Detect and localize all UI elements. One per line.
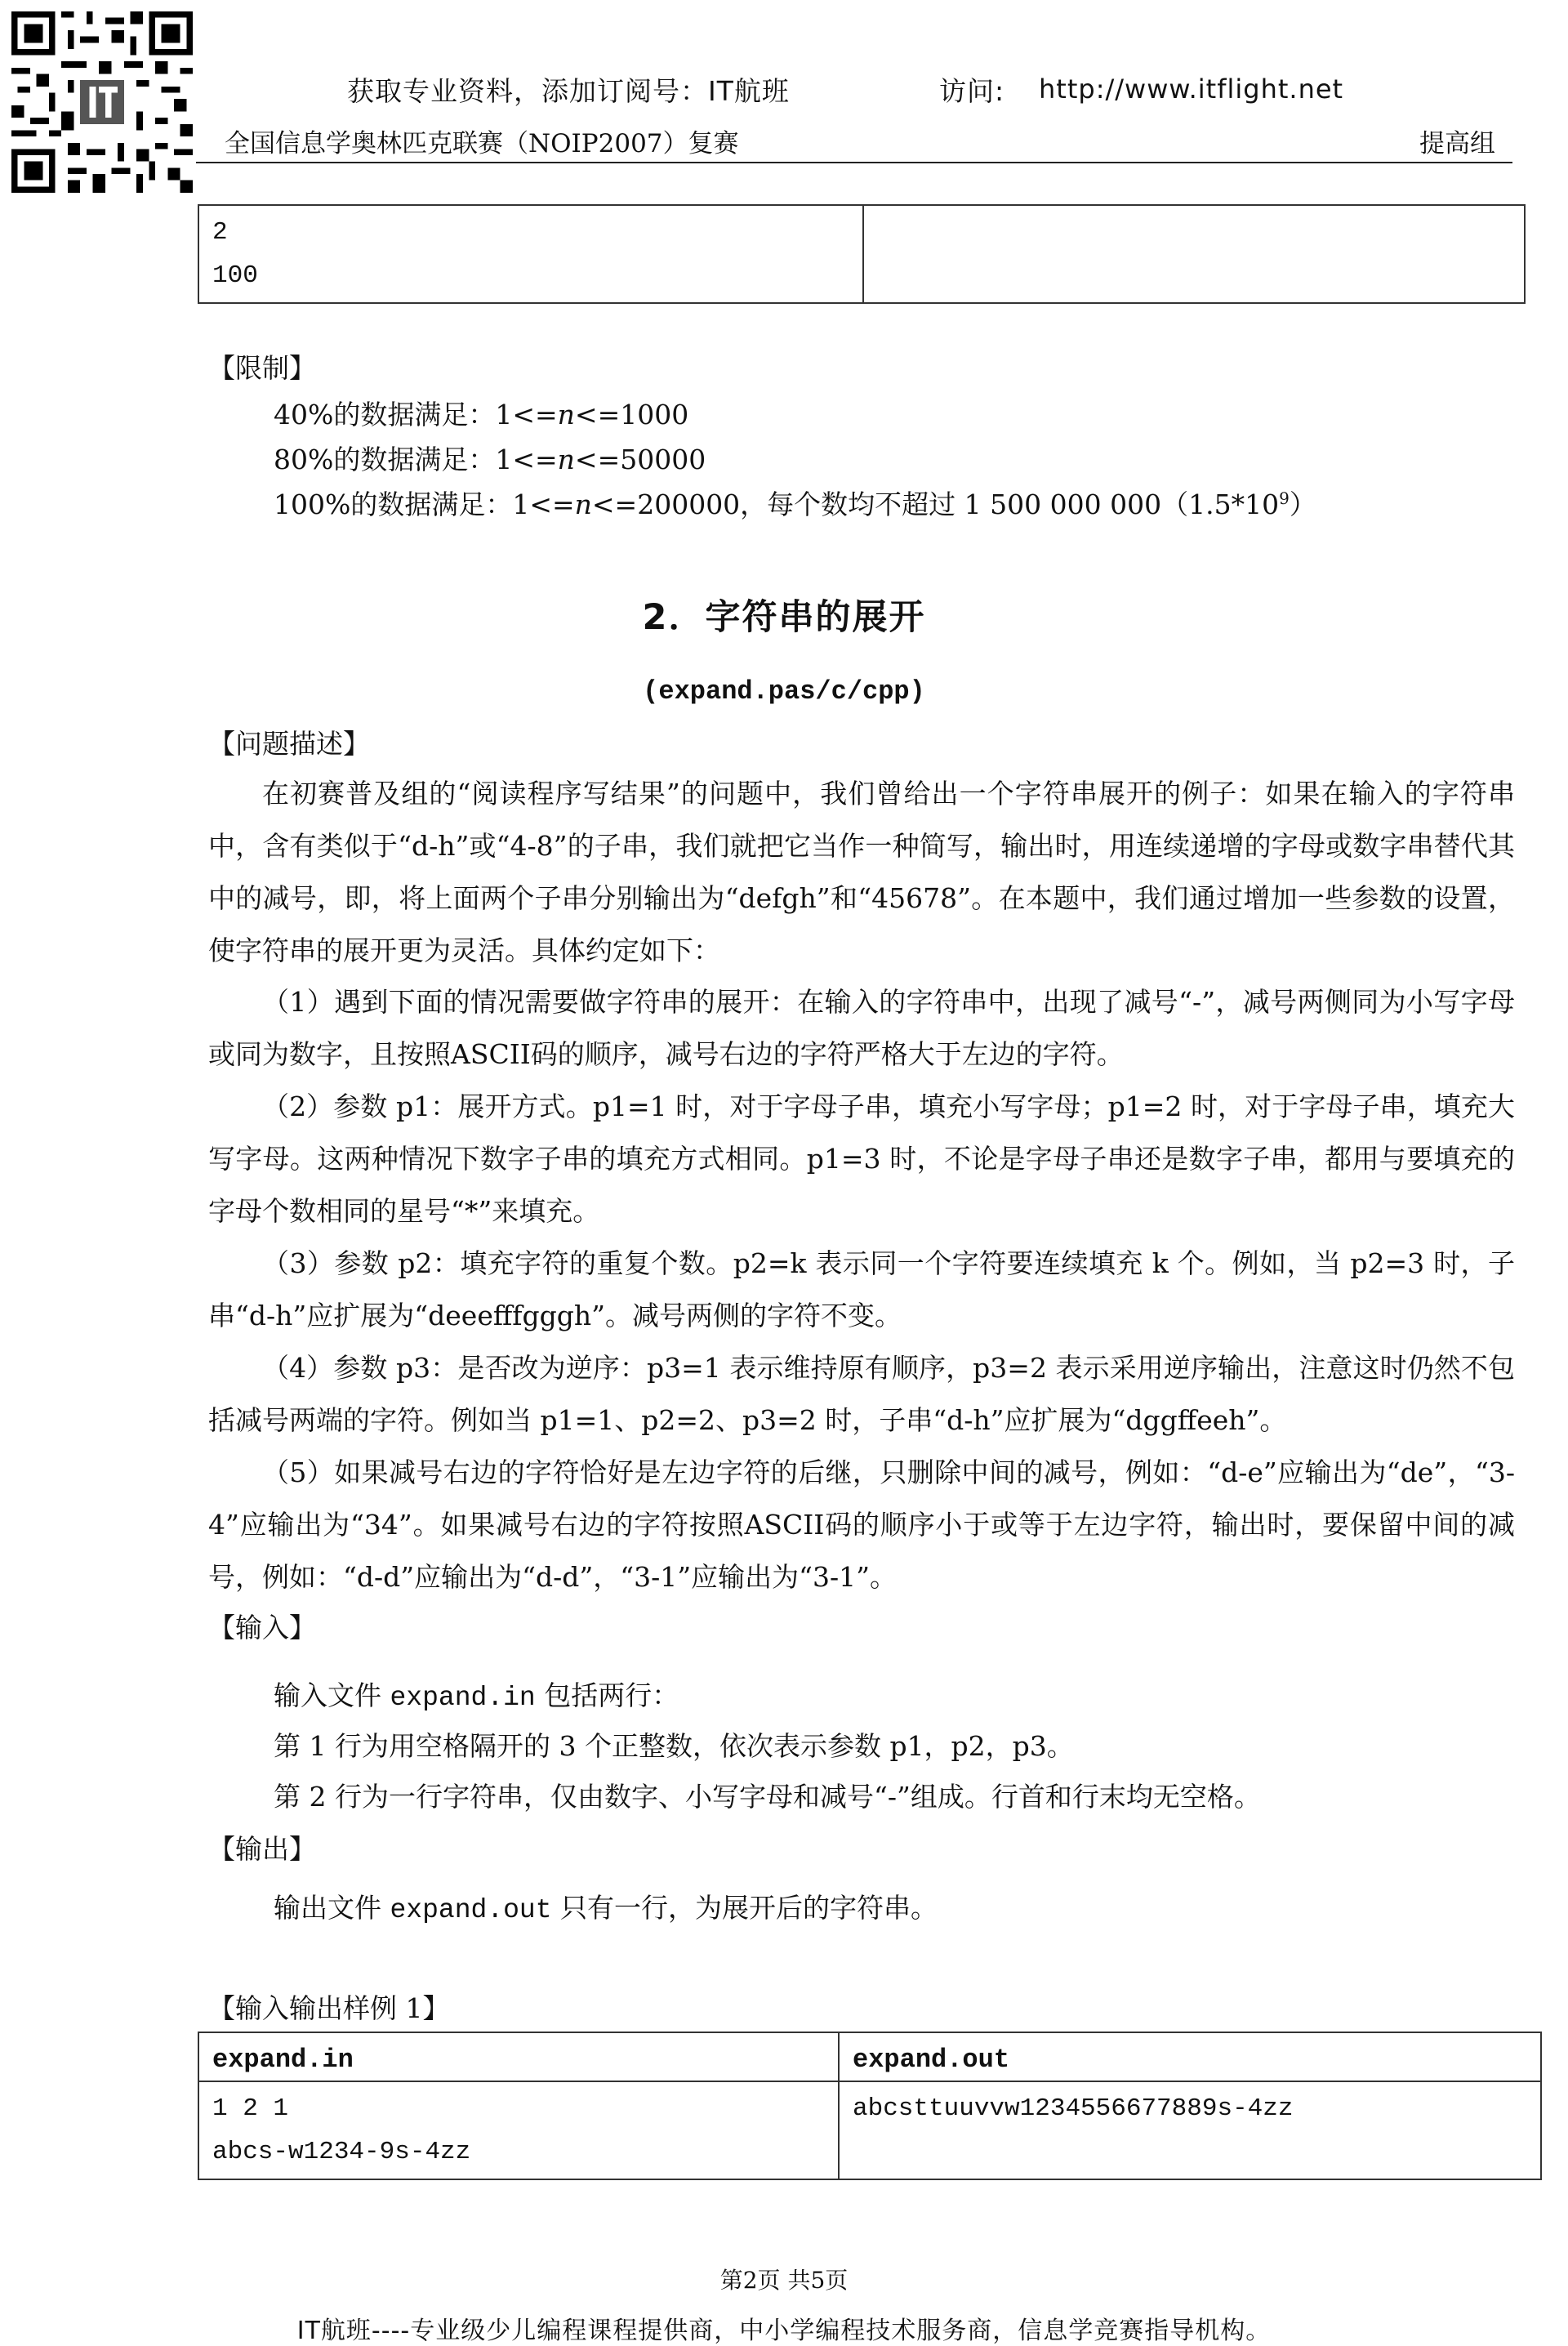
prev-sample-table [198,204,1526,304]
limit-var: n [557,444,575,475]
promo-visit-label: 访问: [939,75,1005,107]
limit-prefix: 40%的数据满足：1<= [274,399,558,430]
limit-line [274,484,1316,522]
limit-line [274,394,688,432]
limits-heading: 【限制】 [208,352,316,384]
contest-title: 全国信息学奥林匹克联赛（NOIP2007）复赛 [225,129,739,158]
sample-heading: 【输入输出样例 1】 [208,1992,450,2024]
input-line: 第 2 行为一行字符串，仅由数字、小写字母和减号“-”组成。行首和行末均无空格。 [274,1781,1261,1813]
limit-suffix: <=1000 [574,399,689,430]
prev-sample-line: 2 [212,218,228,247]
sample-output-cell [839,2081,1541,2179]
limit-exponent: 9 [1279,488,1290,508]
table-row [198,205,1525,303]
header-rule [196,162,1512,163]
output-text: 输出文件 [274,1892,390,1924]
prev-sample-output-cell [863,205,1525,303]
input-line [274,1675,679,1713]
limit-prefix: 100%的数据满足：1<= [274,488,575,520]
rule-paragraph-1: （1）遇到下面的情况需要做字符串的展开：在输入的字符串中，出现了减号“-”，减号两侧同为小写字母或同为数字，且按照ASCII码的顺序，减号右边的字符严格大于左边的字符。 [208,986,1515,1070]
sample-input-line: 1 2 1 [212,2094,289,2123]
description-heading: 【问题描述】 [208,728,370,760]
rule-paragraph-4: （4）参数 p3：是否改为逆序：p3=1 表示维持原有顺序，p3=2 表示采用逆序输出，注意这时仍然不包括减号两端的字符。例如当 p1=1、p2=2、p3=2 时，子串“d-h”应扩展为“dggffeeh”。 [208,1352,1515,1436]
table-row [198,2081,1541,2179]
limit-suffix: <=50000 [574,444,706,475]
output-text: 只有一行，为展开后的字符串。 [551,1892,938,1924]
output-heading: 【输出】 [208,1833,316,1865]
limit-var: n [557,399,575,430]
sample-input-line: abcs-w1234-9s-4zz [212,2138,471,2166]
page-number: 第2页 共5页 [719,2267,849,2294]
contest-level: 提高组 [1419,129,1495,158]
problem-file: (expand.pas/c/cpp) [643,676,925,707]
sample-input-cell [198,2081,839,2179]
rule-paragraph-3: （3）参数 p2：填充字符的重复个数。p2=k 表示同一个字符要连续填充 k 个。例如，当 p2=3 时，子串“d-h”应扩展为“deeefffgggh”。减号两侧的字符不变。 [208,1247,1515,1331]
limit-var: n [574,488,592,520]
output-filename: expand.out [390,1895,552,1925]
rule-paragraph-2: （2）参数 p1：展开方式。p1=1 时，对于字母子串，填充小写字母；p1=2 时，对于字母子串，填充大写字母。这两种情况下数字子串的填充方式相同。p1=3 时，不论是字母子串还是数字子串，都用与要填充的字母个数相同的星号“*”来填充。 [208,1090,1515,1227]
limit-line [274,439,706,477]
output-line [274,1887,938,1925]
input-filename: expand.in [390,1683,536,1713]
prev-sample-input-cell [198,205,863,303]
rule-paragraph-5: （5）如果减号右边的字符恰好是左边字符的后继，只删除中间的减号，例如：“d-e”应输出为“de”，“3-4”应输出为“34”。如果减号右边的字符按照ASCII码的顺序小于或等于左边字符，输出时，要保留中间的减号，例如：“d-d”应输出为“d-d”，“3-1”应输出为“3-1”。 [208,1456,1515,1593]
input-heading: 【输入】 [208,1612,316,1644]
sample-header-in: expand.in [198,2032,839,2081]
input-text: 包括两行： [535,1679,679,1711]
table-row [198,2032,1541,2081]
prev-sample-line: 100 [212,261,258,290]
input-text: 输入文件 [274,1679,390,1711]
promo-url[interactable]: http://www.itflight.net [1039,74,1344,105]
limit-prefix: 80%的数据满足：1<= [274,444,558,475]
input-line: 第 1 行为用空格隔开的 3 个正整数，依次表示参数 p1，p2，p3。 [274,1730,1074,1762]
footer-slogan: IT航班----专业级少儿编程课程提供商，中小学编程技术服务商，信息学竞赛指导机构。 [296,2317,1272,2345]
sample-output-line: abcsttuuvvw1234556677889s-4zz [853,2094,1294,2123]
problem-title: 2．字符串的展开 [642,597,926,638]
qr-code-image [11,11,193,193]
limit-suffix: <=200000，每个数均不超过 1 500 000 000（1.5*10 [591,488,1280,520]
promo-text: 获取专业资料，添加订阅号：IT航班 [347,75,790,107]
sample-header-out: expand.out [839,2032,1541,2081]
description-paragraph: 在初赛普及组的“阅读程序写结果”的问题中，我们曾给出一个字符串展开的例子：如果在输入的字符串中，含有类似于“d-h”或“4-8”的子串，我们就把它当作一种简写，输出时，用连续递增的字母或数字串替代其中的减号，即，将上面两个子串分别输出为“defgh”和“45678”。在本题中，我们通过增加一些参数的设置，使字符串的展开更为灵活。具体约定如下： [208,778,1515,966]
sample-table [198,2032,1542,2180]
qr-code [11,11,193,193]
limit-tail: ） [1289,488,1316,520]
